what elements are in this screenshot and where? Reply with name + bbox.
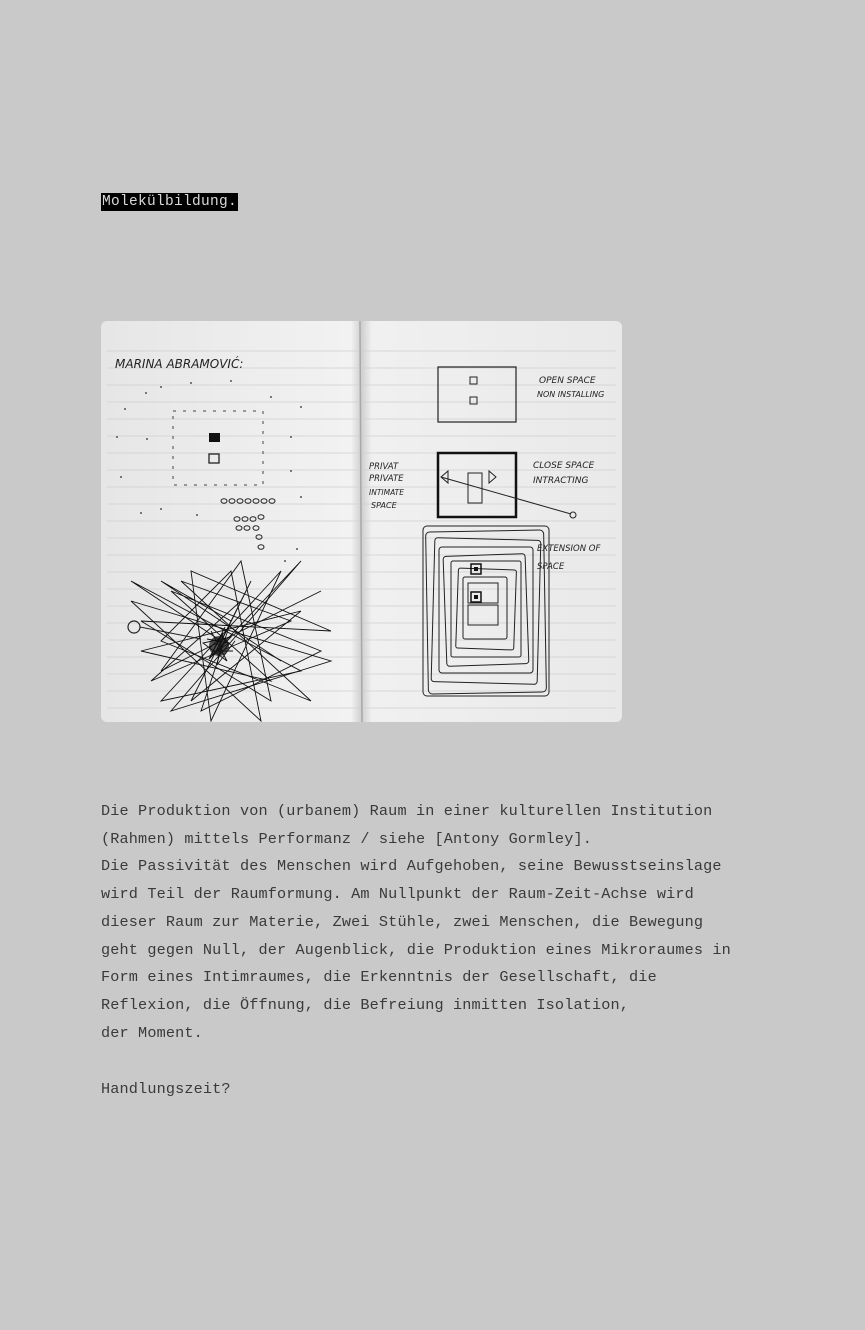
extension-note-1: EXTENSION OF bbox=[537, 544, 601, 554]
chair-filled bbox=[209, 433, 220, 442]
private-note-1: PRIVAT bbox=[369, 462, 399, 472]
body-text: Die Produktion von (urbanem) Raum in einer kulturellen Institution (Rahmen) mittels Performanz / siehe [Antony Gormley]. Die Passivität des Menschen wird Aufgehoben, seine Bewusstseinslage wird Teil der Raumformung. Am Nullpunkt der Raum-Zeit-Achse wird dieser Raum zur Materie, Zwei Stühle, zwei Menschen, die Bewegung geht gegen Null, der Augenblick, die Produktion eines Mikroraumes in Form eines Intimraumes, die Erkenntnis der Gesellschaft, die Reflexion, die Öffnung, die Befreiung inmitten Isolation, der Moment. bbox=[101, 802, 731, 1042]
closed-space-note-2: INTRACTING bbox=[533, 476, 589, 486]
page-title: Molekülbildung. bbox=[102, 194, 238, 210]
extension-note-2: SPACE bbox=[537, 562, 565, 572]
scribble-core bbox=[209, 636, 229, 656]
spiral-chair-1-core bbox=[474, 567, 478, 571]
closing-question: Handlungszeit? bbox=[101, 1080, 231, 1098]
private-note-4: SPACE bbox=[371, 501, 397, 510]
open-space-note-1: OPEN SPACE bbox=[539, 376, 596, 386]
heading-note: MARINA ABRAMOVIĆ: bbox=[115, 357, 244, 371]
private-note-2: PRIVATE bbox=[369, 474, 404, 484]
closed-space-note-1: CLOSE SPACE bbox=[533, 461, 595, 471]
private-note-3: INTIMATE bbox=[369, 488, 404, 497]
open-space-note-2: NON INSTALLING bbox=[537, 390, 605, 399]
notebook-sketch-image bbox=[101, 321, 622, 722]
spiral-chair-2-core bbox=[474, 595, 478, 599]
